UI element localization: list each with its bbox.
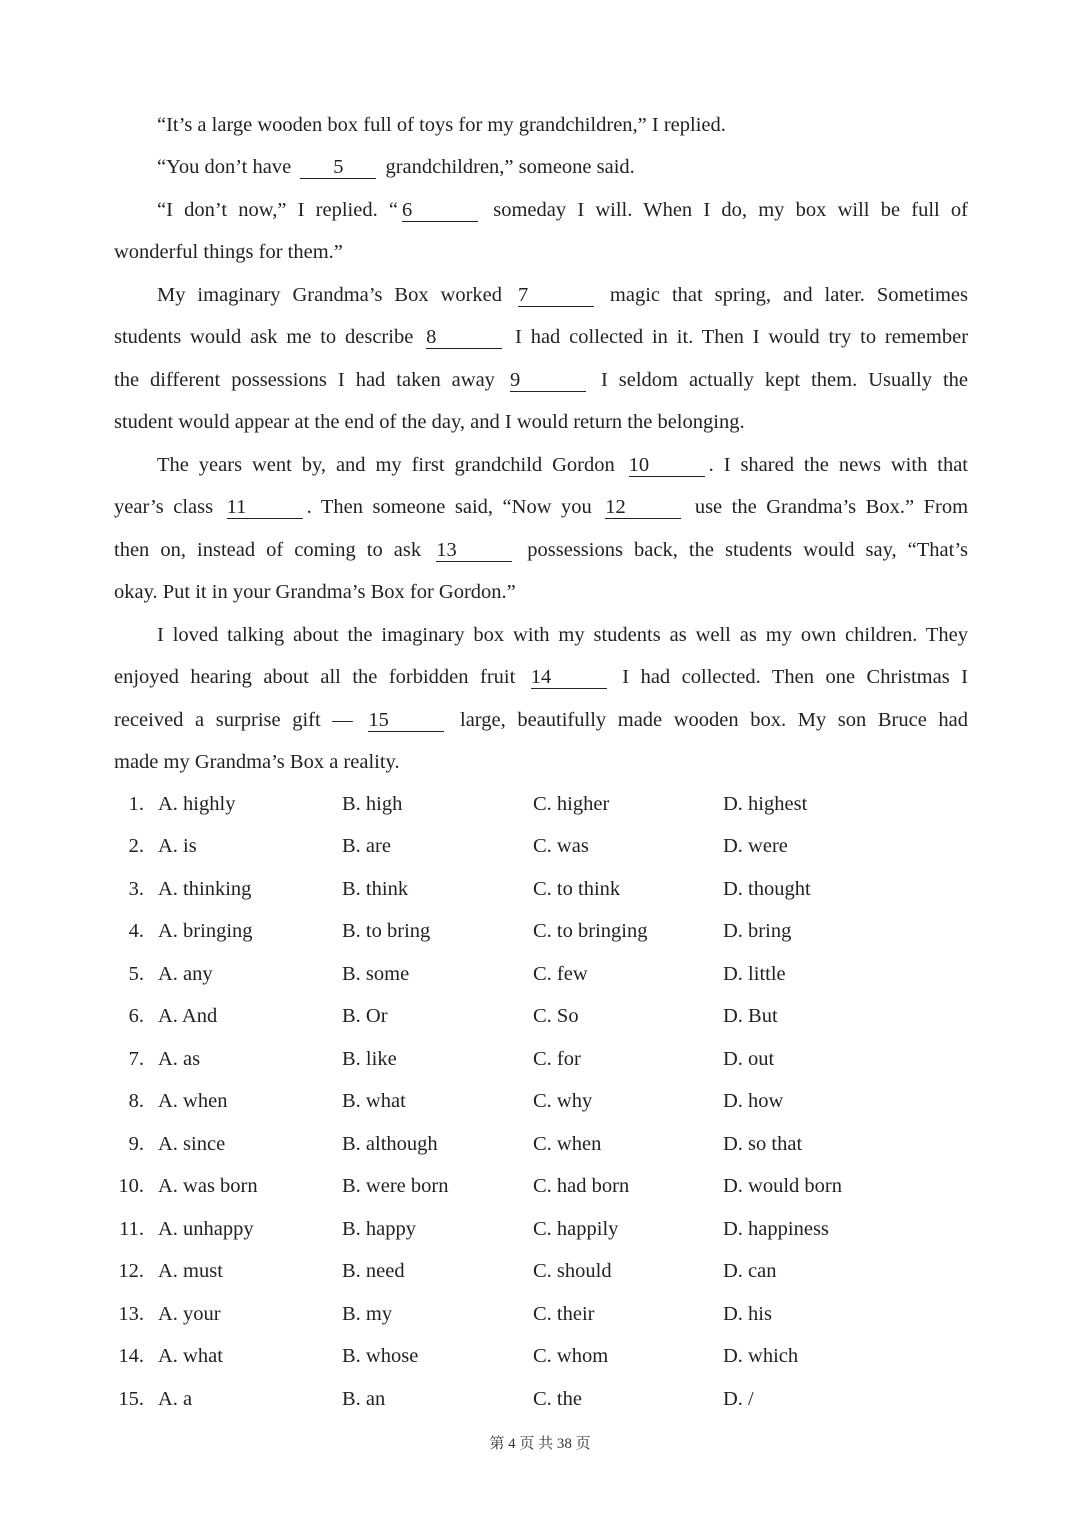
option-a: A. as bbox=[158, 1048, 201, 1070]
passage-text: student would appear at the end of the day, and I would return the belonging. bbox=[114, 411, 745, 433]
passage-text: I had collected. Then one Christmas I bbox=[622, 666, 969, 688]
option-b: B. are bbox=[342, 835, 391, 857]
option-b: B. although bbox=[342, 1133, 438, 1155]
option-d: D. little bbox=[723, 963, 786, 985]
option-a: A. any bbox=[158, 963, 213, 985]
option-b: B. happy bbox=[342, 1218, 417, 1240]
option-d: D. highest bbox=[723, 793, 808, 815]
passage-text: enjoyed hearing about all the forbidden fruit bbox=[114, 666, 516, 688]
question-number: 6. bbox=[128, 1005, 144, 1027]
option-b: B. my bbox=[342, 1303, 393, 1325]
option-d: D. happiness bbox=[723, 1218, 829, 1240]
passage-text: large, beautifully made wooden box. My son Bruce had bbox=[460, 709, 969, 731]
option-a: A. unhappy bbox=[158, 1218, 254, 1240]
option-b: B. what bbox=[342, 1090, 406, 1112]
option-d: D. bring bbox=[723, 920, 792, 942]
question-number: 7. bbox=[128, 1048, 144, 1070]
question-number: 8. bbox=[128, 1090, 144, 1112]
option-c: C. for bbox=[533, 1048, 581, 1070]
question-row bbox=[0, 788, 1080, 820]
option-d: D. were bbox=[723, 835, 788, 857]
option-b: B. were born bbox=[342, 1175, 449, 1197]
passage-text: received a surprise gift — bbox=[114, 709, 353, 731]
option-c: C. happily bbox=[533, 1218, 619, 1240]
question-number: 9. bbox=[128, 1133, 144, 1155]
passage-text: The years went by, and my first grandchild Gordon bbox=[157, 454, 615, 476]
option-d: D. can bbox=[723, 1260, 777, 1282]
passage-text: wonderful things for them.” bbox=[114, 241, 343, 263]
passage-text: okay. Put it in your Grandma’s Box for Gordon.” bbox=[114, 581, 516, 603]
passage-line bbox=[114, 493, 968, 521]
question-number: 15. bbox=[118, 1388, 144, 1410]
question-row bbox=[0, 1043, 1080, 1075]
option-c: C. when bbox=[533, 1133, 602, 1155]
passage-line bbox=[114, 663, 968, 691]
option-a: A. what bbox=[158, 1345, 223, 1367]
option-d: D. thought bbox=[723, 878, 811, 900]
question-number: 13. bbox=[118, 1303, 144, 1325]
passage-line bbox=[114, 366, 968, 394]
option-c: C. was bbox=[533, 835, 589, 857]
question-row bbox=[0, 958, 1080, 990]
passage-text: I loved talking about the imaginary box with my students as well as my own children. They bbox=[157, 624, 968, 646]
blank-8: 8 bbox=[426, 326, 502, 349]
option-c: C. why bbox=[533, 1090, 593, 1112]
question-row bbox=[0, 1298, 1080, 1330]
question-row bbox=[0, 1128, 1080, 1160]
option-b: B. think bbox=[342, 878, 409, 900]
passage-line bbox=[157, 451, 968, 479]
blank-11: 11 bbox=[227, 496, 303, 519]
option-a: A. thinking bbox=[158, 878, 252, 900]
blank-10: 10 bbox=[629, 454, 705, 477]
option-b: B. to bring bbox=[342, 920, 431, 942]
passage-text: then on, instead of coming to ask bbox=[114, 539, 422, 561]
passage-line bbox=[157, 621, 968, 649]
option-c: C. the bbox=[533, 1388, 582, 1410]
passage-text: I seldom actually kept them. Usually the bbox=[600, 369, 969, 391]
page-footer: 第 4 页 共 38 页 bbox=[489, 1436, 591, 1452]
passage-text: year’s class bbox=[114, 496, 214, 518]
passage-text: . Then someone said, “Now you bbox=[306, 496, 592, 518]
blank-12: 12 bbox=[605, 496, 681, 519]
option-c: C. had born bbox=[533, 1175, 630, 1197]
question-row bbox=[0, 1085, 1080, 1117]
option-a: A. a bbox=[158, 1388, 193, 1410]
passage-text: grandchildren,” someone said. bbox=[385, 156, 635, 178]
question-number: 3. bbox=[128, 878, 144, 900]
passage-line bbox=[114, 578, 968, 606]
passage-text: students would ask me to describe bbox=[114, 326, 414, 348]
blank-13: 13 bbox=[436, 539, 512, 562]
passage-text: someday I will. When I do, my box will be full of bbox=[493, 199, 968, 221]
passage-text: magic that spring, and later. Sometimes bbox=[609, 284, 968, 306]
question-row bbox=[0, 1255, 1080, 1287]
blank-15: 15 bbox=[368, 709, 444, 732]
option-d: D. But bbox=[723, 1005, 778, 1027]
option-a: A. is bbox=[158, 835, 197, 857]
option-b: B. Or bbox=[342, 1005, 388, 1027]
option-b: B. high bbox=[342, 793, 403, 815]
passage-text: . I shared the news with that bbox=[708, 454, 968, 476]
option-d: D. his bbox=[723, 1303, 772, 1325]
option-b: B. an bbox=[342, 1388, 386, 1410]
option-d: D. would born bbox=[723, 1175, 843, 1197]
question-number: 14. bbox=[118, 1345, 144, 1367]
blank-6: 6 bbox=[402, 199, 478, 222]
passage-text: made my Grandma’s Box a reality. bbox=[114, 751, 400, 773]
passage-line bbox=[114, 323, 968, 351]
question-row bbox=[0, 1383, 1080, 1415]
option-c: C. whom bbox=[533, 1345, 609, 1367]
passage-text: “You don’t have bbox=[157, 156, 292, 178]
question-number: 5. bbox=[128, 963, 144, 985]
passage-text: the different possessions I had taken away bbox=[114, 369, 495, 391]
passage-line bbox=[157, 196, 968, 224]
option-c: C. to bringing bbox=[533, 920, 648, 942]
question-row bbox=[0, 1213, 1080, 1245]
option-a: A. bringing bbox=[158, 920, 253, 942]
question-number: 11. bbox=[119, 1218, 144, 1240]
passage-text: “It’s a large wooden box full of toys for my grandchildren,” I replied. bbox=[157, 114, 726, 136]
passage-text: possessions back, the students would say, “That’s bbox=[527, 539, 969, 561]
passage-text: My imaginary Grandma’s Box worked bbox=[157, 284, 502, 306]
option-a: A. was born bbox=[158, 1175, 258, 1197]
question-number: 12. bbox=[118, 1260, 144, 1282]
option-c: C. should bbox=[533, 1260, 612, 1282]
passage-line bbox=[114, 748, 968, 776]
question-row bbox=[0, 873, 1080, 905]
option-a: A. must bbox=[158, 1260, 223, 1282]
passage-line bbox=[114, 706, 968, 734]
passage-line bbox=[157, 281, 968, 309]
question-row bbox=[0, 915, 1080, 947]
option-a: A. your bbox=[158, 1303, 221, 1325]
passage-line bbox=[114, 408, 968, 436]
option-a: A. when bbox=[158, 1090, 228, 1112]
blank-14: 14 bbox=[531, 666, 607, 689]
question-row bbox=[0, 1000, 1080, 1032]
option-b: B. need bbox=[342, 1260, 405, 1282]
question-number: 2. bbox=[128, 835, 144, 857]
passage-text: use the Grandma’s Box.” From bbox=[694, 496, 969, 518]
question-row bbox=[0, 1170, 1080, 1202]
blank-9: 9 bbox=[510, 369, 586, 392]
option-d: D. which bbox=[723, 1345, 799, 1367]
passage-text: “I don’t now,” I replied. “ bbox=[157, 199, 399, 221]
option-c: C. So bbox=[533, 1005, 579, 1027]
question-row bbox=[0, 1340, 1080, 1372]
question-number: 1. bbox=[128, 793, 144, 815]
question-number: 10. bbox=[118, 1175, 144, 1197]
passage-line bbox=[157, 153, 968, 181]
blank-7: 7 bbox=[518, 284, 594, 307]
blank-5: 5 bbox=[300, 156, 376, 179]
option-a: A. highly bbox=[158, 793, 236, 815]
option-b: B. like bbox=[342, 1048, 397, 1070]
option-c: C. few bbox=[533, 963, 588, 985]
option-d: D. / bbox=[723, 1388, 754, 1410]
option-a: A. And bbox=[158, 1005, 218, 1027]
passage-text: I had collected in it. Then I would try to remember bbox=[515, 326, 969, 348]
option-b: B. whose bbox=[342, 1345, 419, 1367]
question-row bbox=[0, 830, 1080, 862]
option-c: C. their bbox=[533, 1303, 595, 1325]
passage-line bbox=[157, 111, 968, 139]
passage-line bbox=[114, 238, 968, 266]
option-d: D. out bbox=[723, 1048, 775, 1070]
option-d: D. so that bbox=[723, 1133, 803, 1155]
option-c: C. to think bbox=[533, 878, 621, 900]
option-b: B. some bbox=[342, 963, 410, 985]
passage-line bbox=[114, 536, 968, 564]
option-d: D. how bbox=[723, 1090, 784, 1112]
question-number: 4. bbox=[128, 920, 144, 942]
option-a: A. since bbox=[158, 1133, 226, 1155]
option-c: C. higher bbox=[533, 793, 610, 815]
